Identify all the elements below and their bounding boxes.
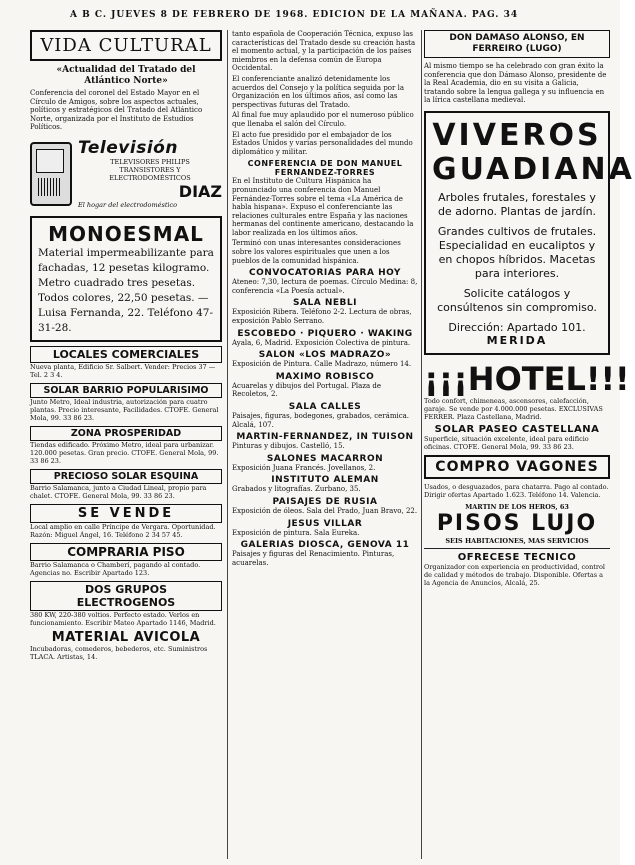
pisos-lujo-sub: SEIS HABITACIONES, MAS SERVICIOS: [445, 536, 589, 545]
tv-line2: TRANSISTORES Y ELECTRODOMÉSTICOS: [109, 166, 191, 183]
ad-title-1: SOLAR BARRIO POPULARISIMO: [30, 383, 222, 398]
vida-cultural-body: Conferencia del coronel del Estado Mayor en el Círculo de Amigos, sobre los aspectos actuales, políticos y estratégicos del Tratado del Atlántico Norte, organizada por el Instituto de Estudios Políticos.: [30, 89, 203, 132]
conference-body-2: Terminó con unas interesantes consideraciones sobre los valores espirituales que unen a los pueblos de la comunidad hispánica.: [232, 239, 401, 265]
middle-intro-4: El acto fue presidido por el embajador de los Estados Unidos y varias personalidades del mundo diplomático y militar.: [232, 130, 413, 156]
exhibit-body-2: Exposición de Pintura. Calle Madrazo, número 14.: [232, 360, 412, 369]
ofrece-title: OFRECESE TECNICO: [457, 551, 577, 563]
convocatorias-title: CONVOCATORIAS PARA HOY: [249, 268, 401, 279]
viveros-title-2: GUADIANA: [432, 151, 635, 187]
ad-body-2: Tiendas edificado. Próximo Metro, ideal para urbanizar. 120.000 pesetas. Gran precio. CTOFE. General Mola, 99. 33 86 23.: [30, 440, 219, 465]
television-ad-text: [78, 138, 222, 209]
exhibit-title-4: SALA CALLES: [288, 402, 362, 412]
exhibit-body-8: Exposición de óleos. Sala del Prado, Juan Bravo, 22.: [232, 506, 418, 515]
viveros-city: MERIDA: [486, 333, 548, 347]
vida-cultural-title: VIDA CULTURAL: [40, 35, 212, 56]
exhibit-body-7: Grabados y litografías. Zurbano, 35.: [232, 485, 361, 494]
convocatorias-body: Ateneo: 7,30, lectura de poemas. Círculo Medina: 8, conferencia «La Poesía actual».: [232, 278, 418, 295]
ad-body-6: 380 KW, 220-380 voltios. Perfecto estado. Verlos en funcionamiento. Escribir Mateo Apartado 1146, Madrid.: [30, 610, 216, 627]
compro-vagones-title: COMPRO VAGONES: [435, 458, 599, 475]
viveros-body-2: Grandes cultivos de frutales. Especialidad en eucaliptos y en chopos híbridos. Macetas para interiores.: [437, 224, 597, 280]
column-middle: [232, 30, 418, 859]
ad-body-4: Local amplio en calle Príncipe de Vergara. Oportunidad. Razón: Miguel Ángel, 16. Teléfono 2 34 57 45.: [30, 522, 216, 539]
compro-vagones-body: Usados, o desguazados, para chatarra. Pago al contado. Dirigir ofertas Apartado 1.623. Teléfono 14. Valencia.: [424, 482, 609, 499]
pisos-address: MARTIN DE LOS HEROS, 63: [465, 502, 569, 511]
hotel-title: ¡¡¡HOTEL!!!: [424, 359, 630, 398]
ad-title-3: PRECIOSO SOLAR ESQUINA: [30, 469, 222, 484]
ad-title-5: COMPRARIA PISO: [30, 543, 222, 561]
tv-slogan: El hogar del electrodoméstico: [78, 201, 178, 210]
tv-brand: Televisión: [78, 138, 178, 159]
exhibit-body-0: Exposición Ribera. Teléfono 2-2. Lectura de obras, exposición Pablo Serrano.: [232, 308, 412, 326]
damaso-body: Al mismo tiempo se ha celebrado con gran éxito la conferencia que don Dámaso Alonso, presidente de la Real Academia, dio en su visita a Galicia, tratando sobre la lengua gallega y su influencia en la lírica castellana medieval.: [424, 62, 607, 105]
viveros-address: Dirección: Apartado 101.: [448, 320, 586, 334]
monoesmal-body: Material impermeabilizante para fachadas, 12 pesetas kilogramo. Metro cuadrado tres pesetas. Todos colores, 22,50 pesetas. — Luisa Fernanda, 22. Teléfono 47-31-28.: [38, 246, 214, 334]
pisos-lujo-title: PISOS LUJO: [436, 510, 598, 536]
ad-title-4: SE VENDE: [30, 504, 222, 523]
exhibit-title-7: INSTITUTO ALEMAN: [271, 475, 379, 486]
middle-intro: tanto española de Cooperación Técnica, expuso las características del Tratado desde su creación hasta el momento actual, y la participación de los países miembros en la defensa común de Europa Occidental.: [232, 30, 416, 73]
compro-vagones-box: [424, 455, 610, 479]
solar-castellana-body: Superficie, situación excelente, ideal para edificio oficinas. CTOFE. General Mola, 99. 33 86 23.: [424, 434, 589, 451]
television-ad: [30, 138, 222, 210]
middle-intro-3: Al final fue muy aplaudido por el numeroso público que llenaba el salón del Círculo.: [232, 111, 414, 128]
tv-line1: TELEVISORES PHILIPS: [110, 158, 190, 167]
viveros-body-1: Arboles frutales, forestales y de adorno. Plantas de jardín.: [437, 190, 597, 218]
exhibit-body-1: Ayala, 6, Madrid. Exposición Colectiva de pintura.: [232, 338, 411, 347]
ad-title-0: LOCALES COMERCIALES: [30, 346, 222, 363]
conference-body: En el Instituto de Cultura Hispánica ha pronunciado una conferencia don Manuel Fernández-Torres sobre el tema «La América de habla hispana». Expuso el conferenciante las relaciones culturales entre España y las naciones hermanas del continente americano, destacando la labor realizada en los últimos años.: [232, 177, 414, 237]
viveros-title-1: VIVEROS: [432, 117, 602, 153]
ad-body-5: Barrio Salamanca o Chamberí, pagando al contado. Agencias no. Escribir Apartado 123.: [30, 560, 201, 577]
damaso-title: DON DAMASO ALONSO, EN FERREIRO (LUGO): [449, 33, 585, 54]
exhibit-title-8: PAISAJES DE RUSIA: [272, 496, 378, 507]
ad-title-6: DOS GRUPOS ELECTROGENOS: [30, 581, 222, 611]
vida-cultural-subtitle: «Actualidad del Tratado del Atlántico Norte»: [56, 65, 196, 86]
ad-body-0: Nueva planta, Edificio Sr. Salbert. Vender: Precios 37 — Tel. 2 3 4.: [30, 362, 216, 379]
column-left: [30, 30, 222, 859]
column-rule-1: [227, 30, 228, 859]
exhibit-title-1: ESCOBEDO · PIQUERO · WAKING: [237, 328, 413, 339]
column-right: [424, 30, 635, 859]
classified-list: [30, 346, 222, 661]
exhibit-title-6: SALONES MACARRON: [266, 453, 384, 464]
ad-body-7: Incubadoras, comederos, bebederos, etc. Suministros TLACA. Artistas, 14.: [30, 644, 208, 661]
exhibit-title-0: SALA NEBLI: [293, 298, 357, 309]
ad-title-7: MATERIAL AVICOLA: [51, 629, 201, 645]
viveros-body-3: Solicite catálogos y consúltenos sin compromiso.: [437, 286, 597, 314]
exhibit-body-3: Acuarelas y dibujos del Portugal. Plaza de Recoletos, 2.: [232, 381, 382, 399]
exhibit-body-6: Exposición Juana Francés. Jovellanos, 2.: [232, 463, 376, 472]
damaso-box: [424, 30, 610, 58]
ad-title-2: ZONA PROSPERIDAD: [30, 426, 222, 441]
exhibit-body-10: Paisajes y figuras del Renacimiento. Pinturas, acuarelas.: [232, 550, 395, 567]
exhibition-list: [232, 298, 418, 567]
exhibit-title-9: JESUS VILLAR: [287, 518, 363, 529]
ad-body-1: Junto Metro, Ideal industria, autorización para cuatro plantas. Precio interesante, Facilidades. CTOFE. General Mola, 99. 33 86 23.: [30, 397, 219, 422]
hotel-body: Todo confort, chimeneas, ascensores, calefacción, garaje. Se vende por 4.000.000 pesetas. EXCLUSIVAS FERRER. Plaza Castellana, Madrid.: [424, 396, 603, 421]
ofrece-body: Organizador con experiencia en productividad, control de calidad y métodos de trabajo. Disponible. Ofertas a la Agencia de Anuncios, Alcalá, 25.: [424, 562, 605, 587]
television-icon: [30, 142, 72, 206]
exhibit-title-2: SALON «LOS MADRAZO»: [258, 350, 392, 361]
page-header: A B C. JUEVES 8 DE FEBRERO DE 1968. EDICION DE LA MAÑANA. PAG. 34: [70, 10, 519, 20]
ad-body-3: Barrio Salamanca, junto a Ciudad Lineal, propio para chalet. CTOFE. General Mola, 99. 33 86 23.: [30, 483, 207, 500]
exhibit-body-5: Pinturas y dibujos. Castelló, 15.: [232, 442, 345, 451]
conference-title: CONFERENCIA DE DON MANUEL FERNANDEZ-TORRES: [247, 159, 403, 178]
exhibit-body-9: Exposición de pintura. Sala Eureka.: [232, 528, 360, 537]
vida-cultural-box: [30, 30, 222, 61]
middle-intro-2: El conferenciante analizó detenidamente los acuerdos del Consejo y la política seguida por la Organización en los últimos años, así como las perspectivas futuras del Tratado.: [232, 74, 404, 109]
divider: [424, 548, 610, 549]
exhibit-title-10: GALERIAS DIOSCA, GENOVA 11: [240, 540, 410, 551]
exhibit-body-4: Paisajes, figuras, bodegones, grabados, cerámica. Alcalá, 107.: [232, 412, 410, 429]
monoesmal-title: MONOESMAL: [48, 221, 204, 246]
exhibit-title-5: MARTIN-FERNANDEZ, IN TUISON: [236, 432, 414, 443]
viveros-ad: [424, 111, 635, 355]
column-rule-2: [421, 30, 422, 859]
tv-shop: DIAZ: [178, 182, 222, 202]
monoesmal-ad: [30, 216, 222, 342]
solar-castellana-title: SOLAR PASEO CASTELLANA: [434, 423, 600, 435]
exhibit-title-3: MAXIMO ROBISCO: [275, 371, 375, 382]
